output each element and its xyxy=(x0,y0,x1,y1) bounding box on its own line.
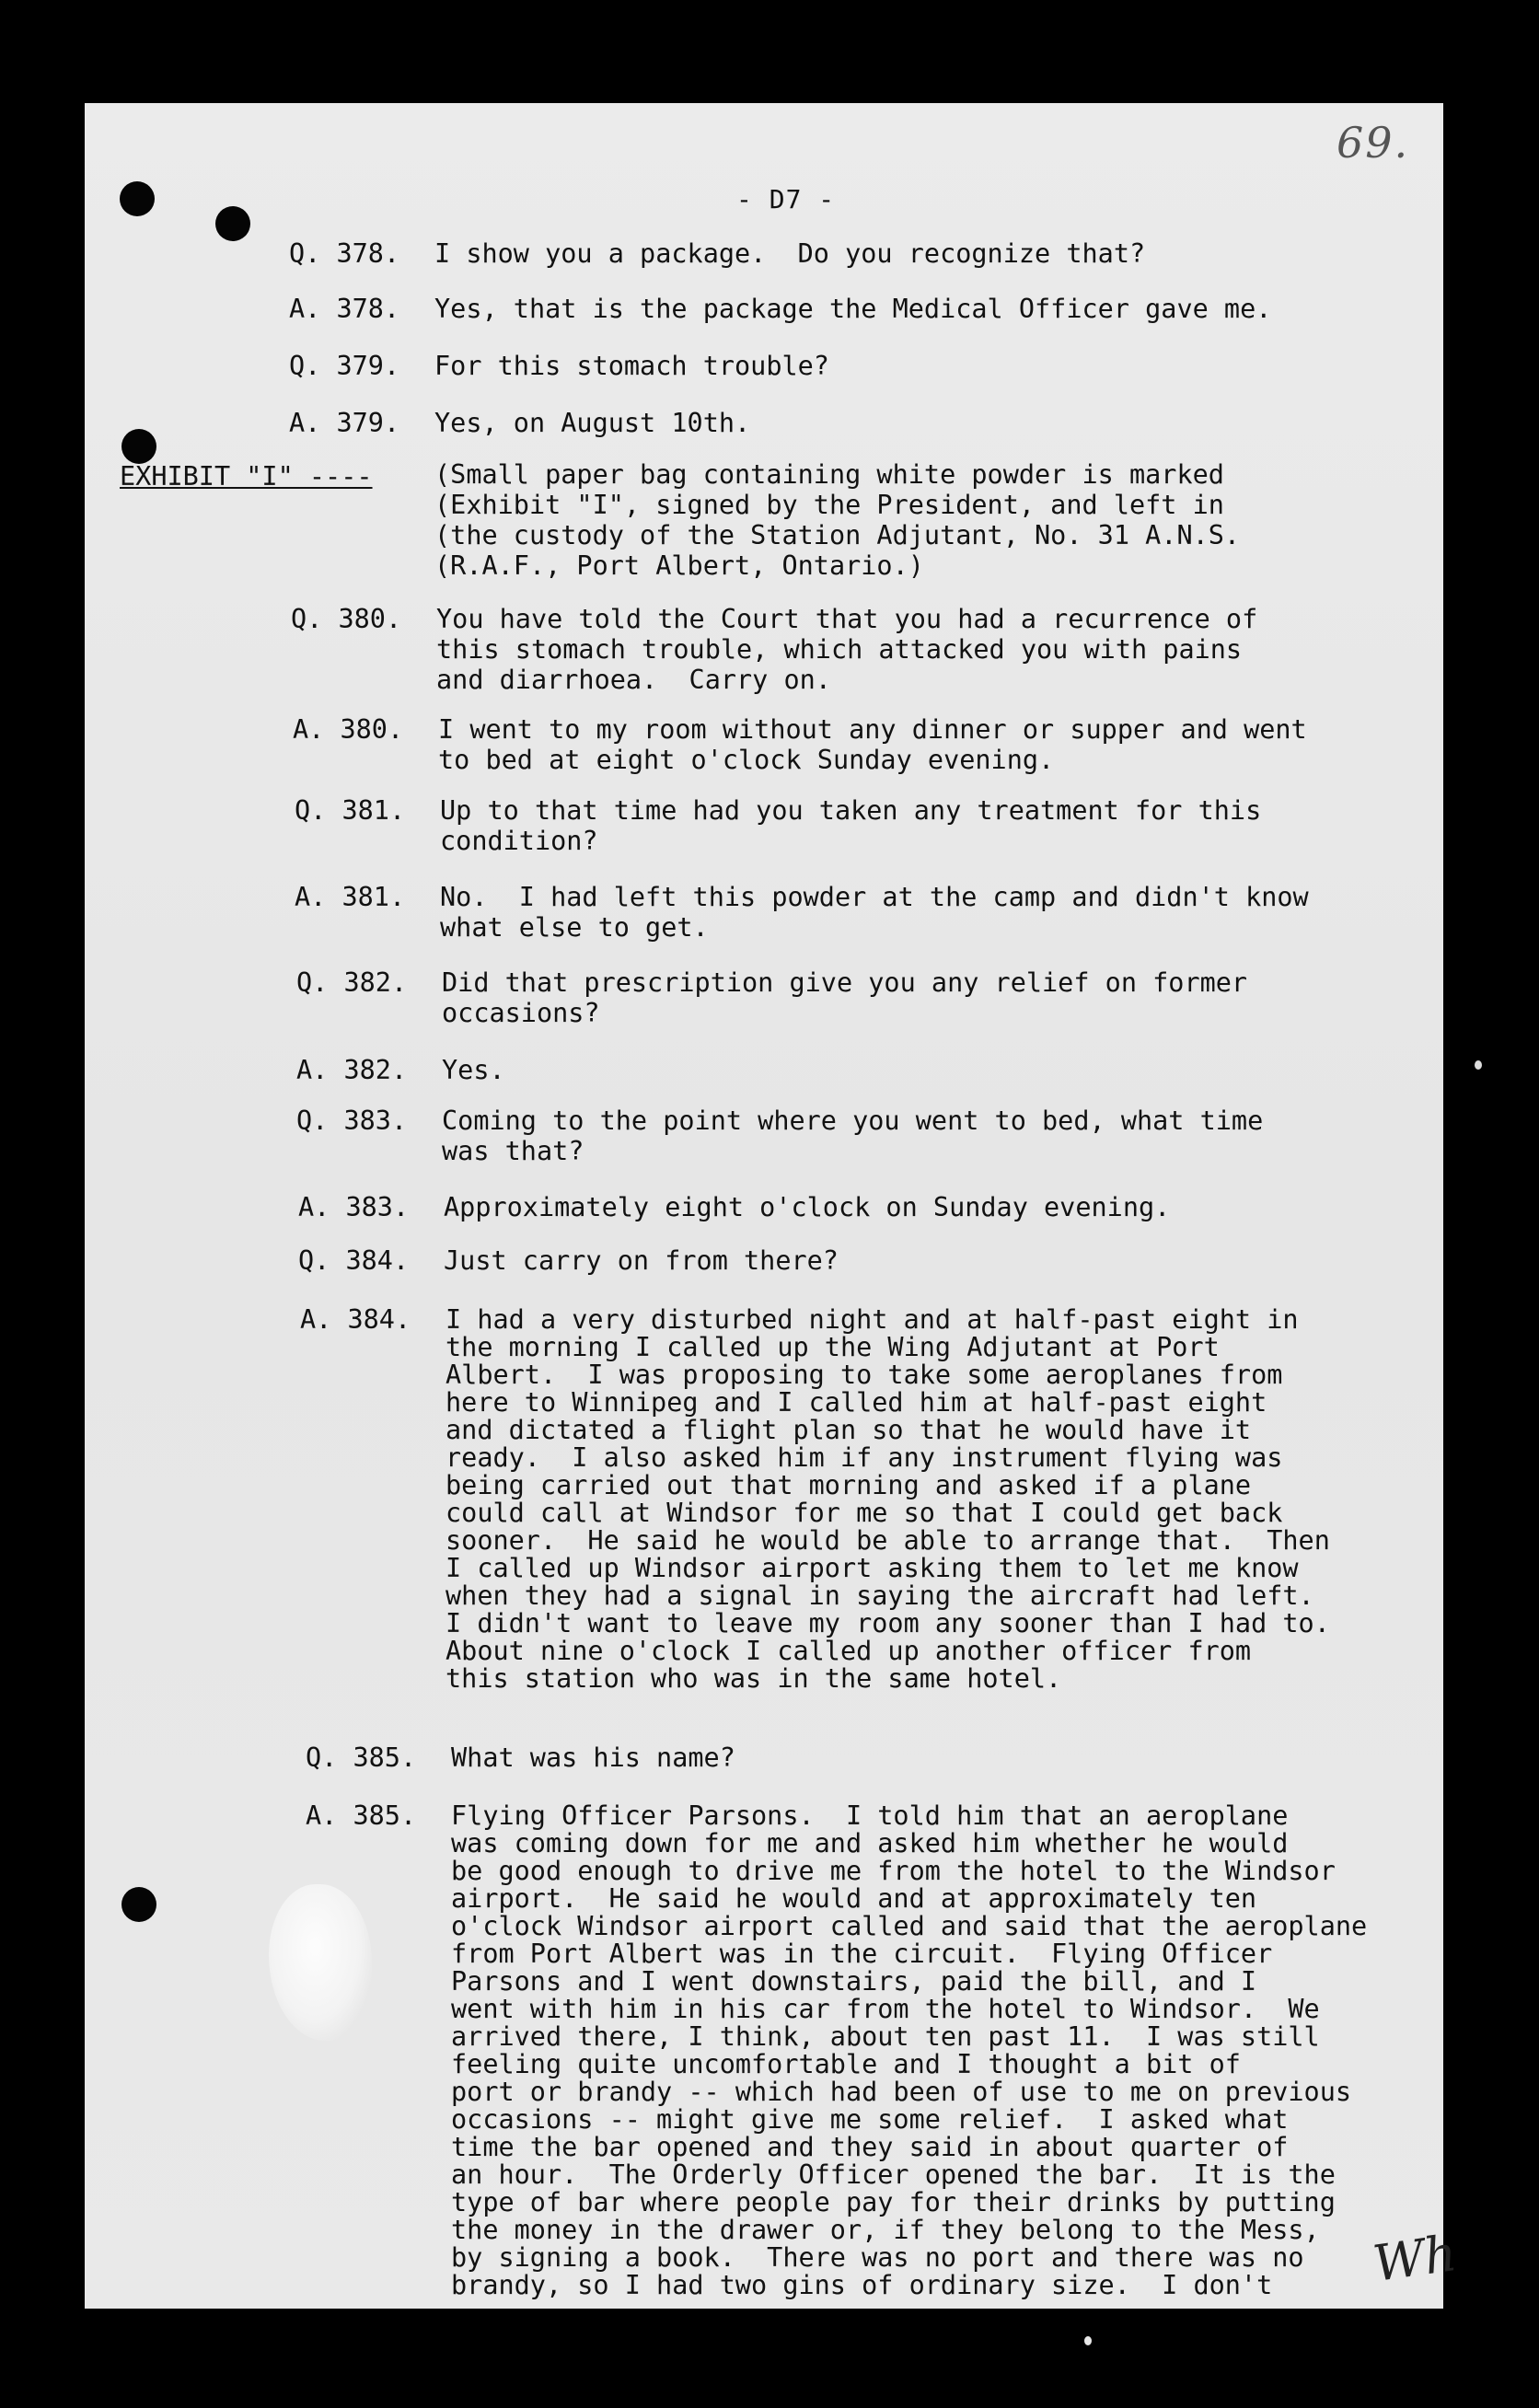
entry-text-line: here to Winnipeg and I called him at half-past eight xyxy=(446,1387,1267,1418)
entry-text-line: the morning I called up the Wing Adjutant at Port xyxy=(446,1332,1220,1362)
entry-text-line: airport. He said he would and at approximately ten xyxy=(451,1883,1257,1914)
entry-label: Q. 385. xyxy=(306,1742,417,1773)
entry-text-line: occasions -- might give me some relief. I asked what xyxy=(451,2104,1289,2135)
entry-text-line: Yes. xyxy=(442,1055,505,1085)
entry-text-line: when they had a signal in saying the aircraft had left. xyxy=(446,1580,1314,1611)
entry-text-line: be good enough to drive me from the hotel to the Windsor xyxy=(451,1856,1336,1886)
entry-text-line: brandy, so I had two gins of ordinary size. I don't xyxy=(451,2270,1273,2300)
entry-text-line: Yes, on August 10th. xyxy=(434,408,751,438)
entry-text-line: I called up Windsor airport asking them to let me know xyxy=(446,1553,1299,1583)
entry-text-line: (R.A.F., Port Albert, Ontario.) xyxy=(434,550,924,581)
entry-text-line: was coming down for me and asked him whether he would xyxy=(451,1828,1289,1858)
entry-text-line: Just carry on from there? xyxy=(444,1245,839,1276)
entry-text-line: o'clock Windsor airport called and said that the aeroplane xyxy=(451,1911,1368,1941)
entry-text-line: About nine o'clock I called up another officer from xyxy=(446,1636,1252,1666)
entry-text-line: this station who was in the same hotel. xyxy=(446,1663,1062,1694)
entry-text-line: time the bar opened and they said in about quarter of xyxy=(451,2132,1289,2162)
entry-label: A. 380. xyxy=(293,714,404,745)
entry-text-line: For this stomach trouble? xyxy=(434,351,829,381)
entry-text-line: Coming to the point where you went to bed, what time xyxy=(442,1106,1264,1136)
entry-text-line: (the custody of the Station Adjutant, No. 31 A.N.S. xyxy=(434,520,1241,550)
entry-text-line: I went to my room without any dinner or supper and went xyxy=(438,714,1307,745)
entry-label: Q. 379. xyxy=(289,351,400,381)
entry-text-line: was that? xyxy=(442,1136,584,1166)
entry-text-line: condition? xyxy=(440,826,598,856)
punch-hole xyxy=(215,206,250,241)
entry-label: A. 378. xyxy=(289,294,400,324)
entry-text-line: Approximately eight o'clock on Sunday evening. xyxy=(444,1192,1171,1222)
entry-text-line: Parsons and I went downstairs, paid the bill, and I xyxy=(451,1966,1257,1997)
entry-text-line: occasions? xyxy=(442,998,600,1028)
punch-hole xyxy=(122,429,156,464)
entry-text-line: Yes, that is the package the Medical Officer gave me. xyxy=(434,294,1272,324)
entry-text-line: No. I had left this powder at the camp and didn't know xyxy=(440,882,1309,912)
entry-text-line: from Port Albert was in the circuit. Flying Officer xyxy=(451,1939,1273,1969)
entry-label: Q. 382. xyxy=(296,967,408,998)
entry-text-line: I show you a package. Do you recognize that? xyxy=(434,238,1146,269)
entry-label: Q. 378. xyxy=(289,238,400,269)
entry-label: Q. 380. xyxy=(291,604,402,634)
document-page xyxy=(85,103,1461,2309)
entry-text-line: being carried out that morning and asked if a plane xyxy=(446,1470,1252,1500)
entry-text-line: What was his name? xyxy=(451,1742,735,1773)
handwritten-initials: Wh xyxy=(1370,2224,1461,2293)
exhibit-label: EXHIBIT "I" ---- xyxy=(120,461,373,492)
entry-text-line: an hour. The Orderly Officer opened the bar. It is the xyxy=(451,2159,1336,2190)
entry-text-line: went with him in his car from the hotel to Windsor. We xyxy=(451,1994,1320,2024)
entry-text-line: ready. I also asked him if any instrument flying was xyxy=(446,1442,1283,1473)
entry-text-line: Did that prescription give you any relief on former xyxy=(442,967,1248,998)
entry-text-line: I didn't want to leave my room any sooner than I had to. xyxy=(446,1608,1330,1638)
entry-text-line: You have told the Court that you had a recurrence of xyxy=(436,604,1258,634)
scan-speck xyxy=(1084,2336,1092,2345)
handwritten-page-number: 69. xyxy=(1336,118,1410,168)
entry-text-line: Flying Officer Parsons. I told him that an aeroplane xyxy=(451,1800,1289,1831)
entry-label: A. 385. xyxy=(306,1800,417,1831)
entry-text-line: and diarrhoea. Carry on. xyxy=(436,665,831,695)
entry-label: Q. 384. xyxy=(298,1245,410,1276)
entry-text-line: what else to get. xyxy=(440,912,709,943)
entry-text-line: (Exhibit "I", signed by the President, and left in xyxy=(434,490,1224,520)
entry-text-line: type of bar where people pay for their drinks by putting xyxy=(451,2187,1336,2217)
entry-label: Q. 381. xyxy=(295,795,406,826)
entry-text-line: port or brandy -- which had been of use to me on previous xyxy=(451,2077,1352,2107)
entry-label: Q. 383. xyxy=(296,1106,408,1136)
entry-label: A. 381. xyxy=(295,882,406,912)
entry-text-line: I had a very disturbed night and at half-past eight in xyxy=(446,1304,1299,1335)
entry-text-line: Albert. I was proposing to take some aeroplanes from xyxy=(446,1360,1283,1390)
punch-hole xyxy=(122,1887,156,1922)
entry-text-line: the money in the drawer or, if they belong to the Mess, xyxy=(451,2215,1320,2245)
entry-text-line: (Small paper bag containing white powder is marked xyxy=(434,459,1224,490)
entry-text-line: feeling quite uncomfortable and I thought a bit of xyxy=(451,2049,1241,2079)
entry-label: A. 382. xyxy=(296,1055,408,1085)
entry-text-line: this stomach trouble, which attacked you with pains xyxy=(436,634,1243,665)
entry-text-line: sooner. He said he would be able to arrange that. Then xyxy=(446,1525,1330,1556)
punch-hole xyxy=(120,181,155,216)
entry-text-line: Up to that time had you taken any treatment for this xyxy=(440,795,1262,826)
entry-text-line: by signing a book. There was no port and there was no xyxy=(451,2242,1304,2273)
entry-label: A. 379. xyxy=(289,408,400,438)
entry-label: A. 383. xyxy=(298,1192,410,1222)
entry-text-line: and dictated a flight plan so that he would have it xyxy=(446,1415,1252,1445)
faded-stamp-mark xyxy=(269,1884,372,2041)
scan-speck xyxy=(1475,1060,1482,1070)
entry-label: A. 384. xyxy=(300,1304,411,1335)
page-header: - D7 - xyxy=(736,184,836,214)
entry-text-line: arrived there, I think, about ten past 11. I was still xyxy=(451,2021,1320,2052)
entry-text-line: could call at Windsor for me so that I could get back xyxy=(446,1498,1283,1528)
entry-text-line: to bed at eight o'clock Sunday evening. xyxy=(438,745,1055,775)
